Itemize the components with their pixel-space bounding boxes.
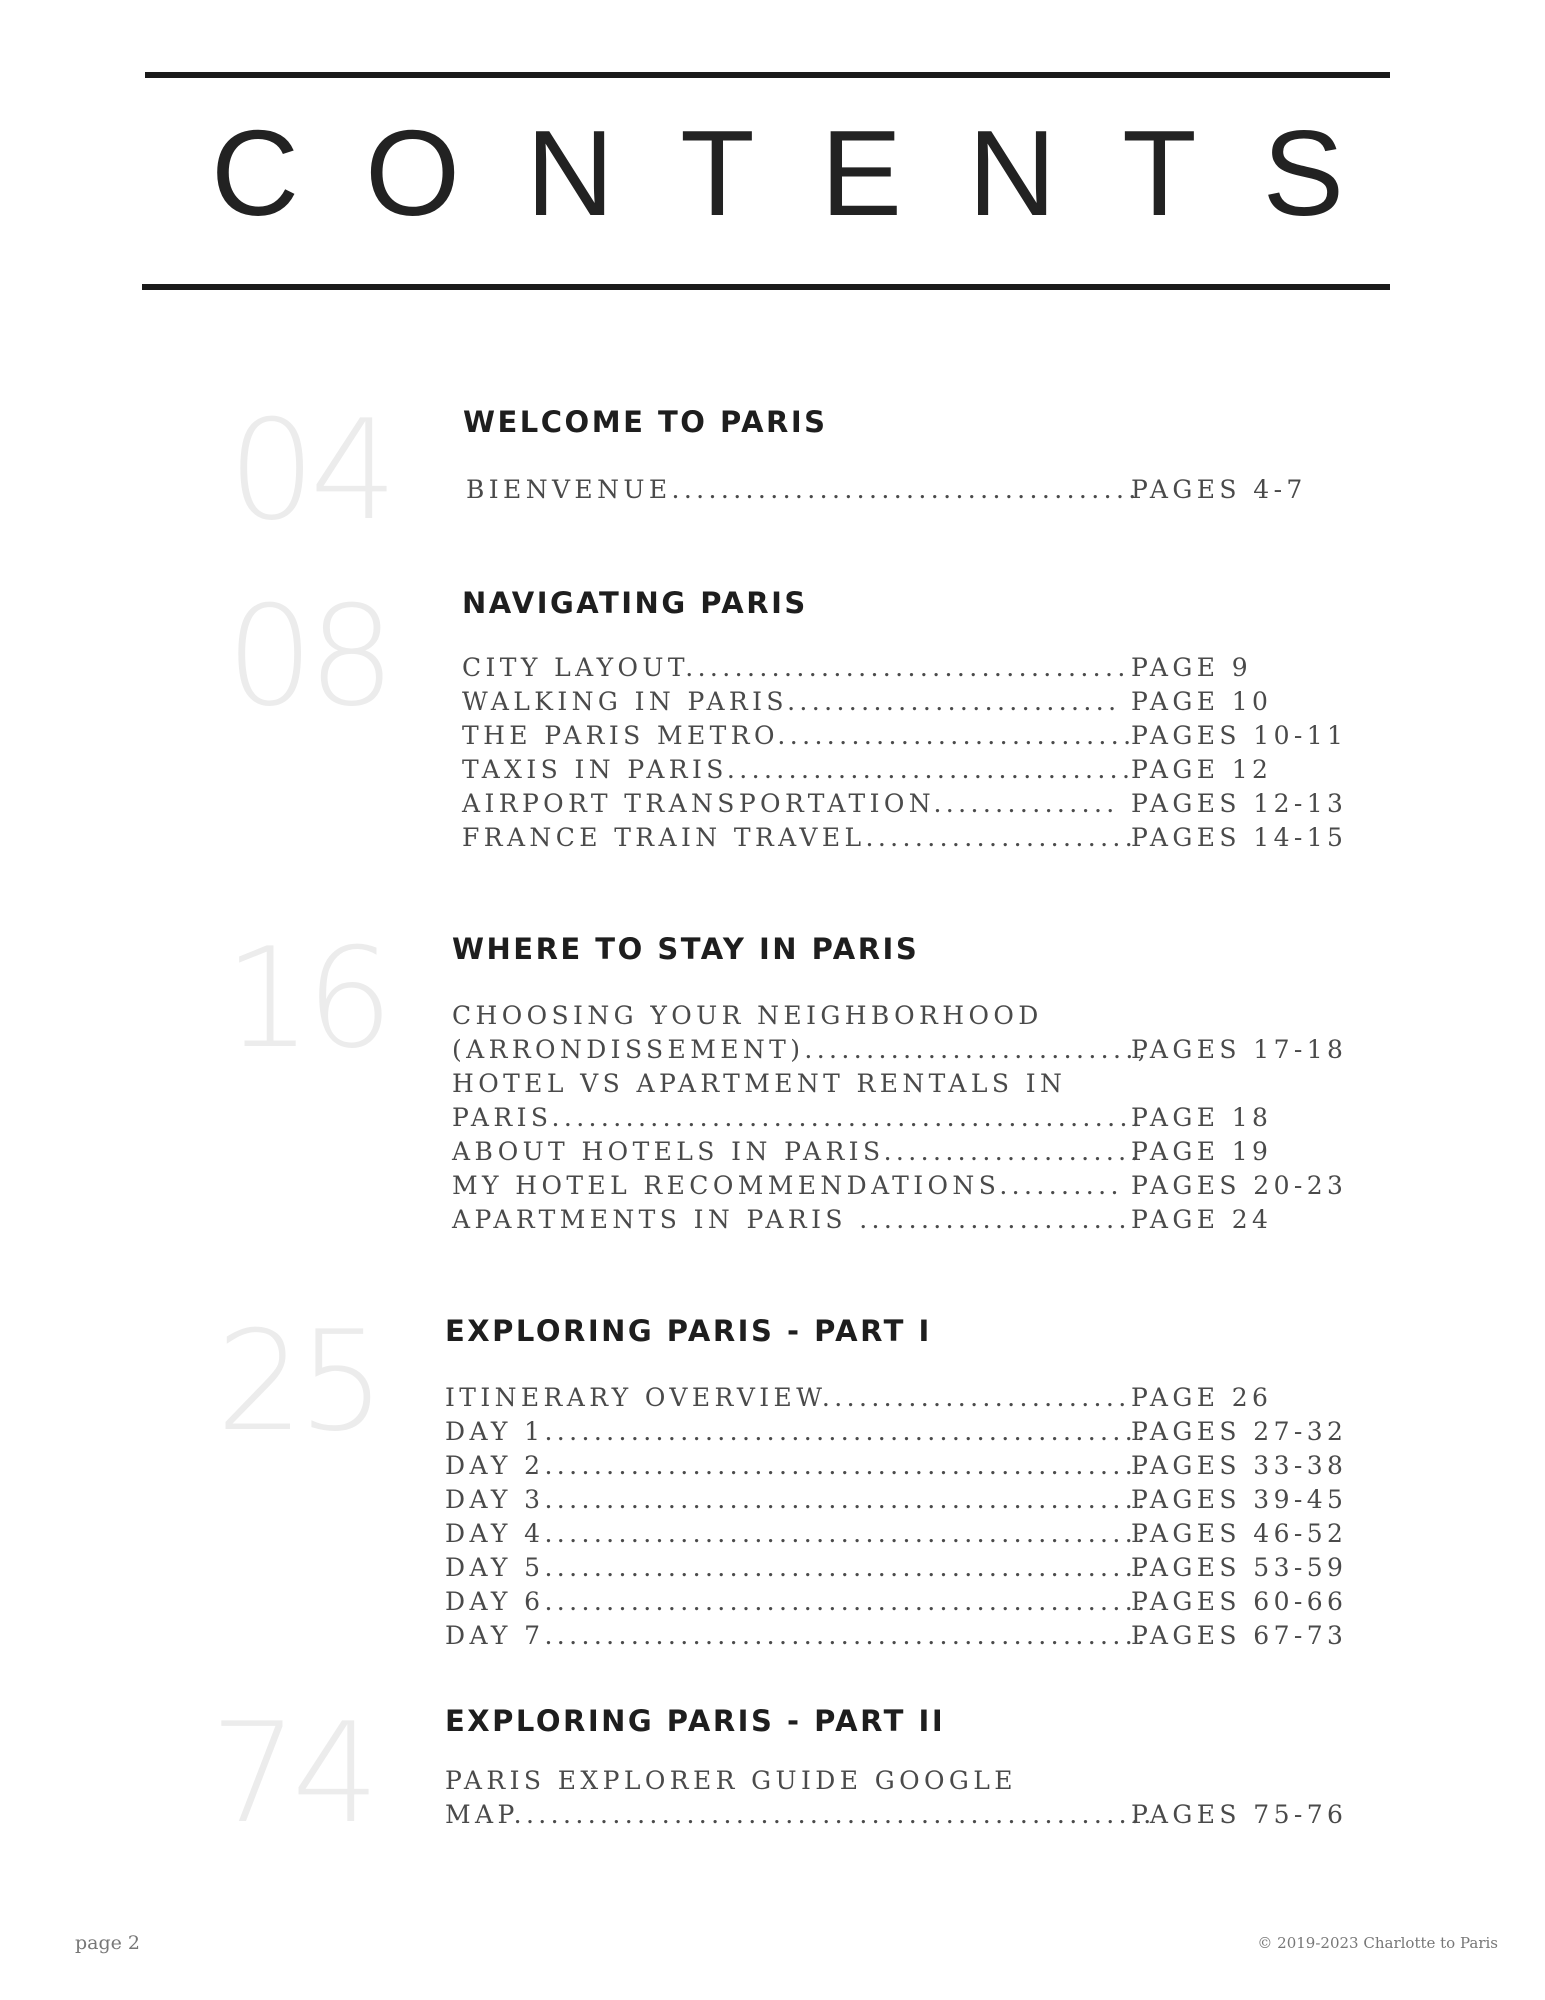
section-number: 16 <box>224 918 388 1079</box>
entry-page: PAGES 75-76 <box>1131 1800 1348 1829</box>
entry-page: PAGE 9 <box>1131 653 1253 682</box>
entry-label: DAY 2................................................. <box>445 1451 1150 1480</box>
entry-page: PAGES 60-66 <box>1131 1587 1348 1616</box>
entry-label: DAY 5................................................. <box>445 1553 1150 1582</box>
entry-label: PARIS................................................ <box>452 1103 1145 1132</box>
section-number: 08 <box>226 576 390 737</box>
entry-page: PAGES 46-52 <box>1131 1519 1348 1548</box>
page-title: CONTENTS <box>211 105 1410 241</box>
entry-label: AIRPORT TRANSPORTATION............... <box>462 789 1119 818</box>
top-rule <box>145 72 1390 78</box>
entry-label: CITY LAYOUT.................................... <box>462 653 1130 682</box>
entry-label: FRANCE TRAIN TRAVEL...................... <box>462 823 1138 852</box>
entry-page: PAGES 12-13 <box>1131 789 1348 818</box>
entry-page: PAGE 10 <box>1131 687 1273 716</box>
entry-label: ITINERARY OVERVIEW......................... <box>445 1383 1131 1412</box>
entry-page: PAGE 19 <box>1131 1137 1273 1166</box>
entry-page: PAGES 53-59 <box>1131 1553 1348 1582</box>
section-number: 74 <box>210 1693 374 1854</box>
entry-label: TAXIS IN PARIS................................. <box>462 755 1135 784</box>
entry-label: DAY 7................................................. <box>445 1621 1150 1650</box>
copyright-notice: © 2019-2023 Charlotte to Paris <box>1257 1934 1498 1952</box>
entry-page: PAGES 10-11 <box>1131 721 1348 750</box>
entry-label: (ARRONDISSEMENT)..........................., <box>452 1035 1151 1064</box>
entry-page: PAGES 20-23 <box>1131 1171 1348 1200</box>
entry-label: THE PARIS METRO............................. <box>462 721 1136 750</box>
bottom-rule <box>142 284 1390 290</box>
section-heading: EXPLORING PARIS - PART II <box>445 1704 946 1738</box>
entry-page: PAGES 39-45 <box>1131 1485 1348 1514</box>
entry-label: ABOUT HOTELS IN PARIS..................... <box>452 1137 1143 1166</box>
entry-page: PAGES 33-38 <box>1131 1451 1348 1480</box>
entry-label: DAY 1................................................. <box>445 1417 1150 1446</box>
section-number: 04 <box>228 390 392 551</box>
entry-page: PAGES 27-32 <box>1131 1417 1348 1446</box>
entry-page: PAGES 14-15 <box>1131 823 1348 852</box>
entry-label: HOTEL VS APARTMENT RENTALS IN <box>452 1069 1067 1098</box>
entry-label: MY HOTEL RECOMMENDATIONS.......... <box>452 1171 1123 1200</box>
entry-label: DAY 6................................................. <box>445 1587 1150 1616</box>
entry-label: PARIS EXPLORER GUIDE GOOGLE <box>445 1766 1017 1795</box>
page-number: page 2 <box>75 1932 141 1954</box>
entry-label: BIENVENUE...................................... <box>466 475 1141 504</box>
entry-page: PAGE 26 <box>1131 1383 1273 1412</box>
section-heading: NAVIGATING PARIS <box>462 586 808 620</box>
entry-page: PAGES 67-73 <box>1131 1621 1348 1650</box>
section-number: 25 <box>216 1301 380 1462</box>
section-heading: WELCOME TO PARIS <box>463 405 828 439</box>
entry-label: MAP.................................................... <box>445 1800 1156 1829</box>
entry-page: PAGE 12 <box>1131 755 1273 784</box>
entry-page: PAGE 24 <box>1131 1205 1273 1234</box>
entry-page: PAGE 18 <box>1131 1103 1273 1132</box>
section-heading: WHERE TO STAY IN PARIS <box>452 932 920 966</box>
section-heading: EXPLORING PARIS - PART I <box>445 1314 932 1348</box>
entry-label: APARTMENTS IN PARIS ...................... <box>452 1205 1131 1234</box>
entry-label: DAY 3................................................. <box>445 1485 1150 1514</box>
entry-label: DAY 4................................................. <box>445 1519 1150 1548</box>
entry-page: PAGES 17-18 <box>1131 1035 1348 1064</box>
entry-label: CHOOSING YOUR NEIGHBORHOOD <box>452 1001 1043 1030</box>
entry-page: PAGES 4-7 <box>1131 475 1307 504</box>
entry-label: WALKING IN PARIS........................... <box>462 687 1121 716</box>
